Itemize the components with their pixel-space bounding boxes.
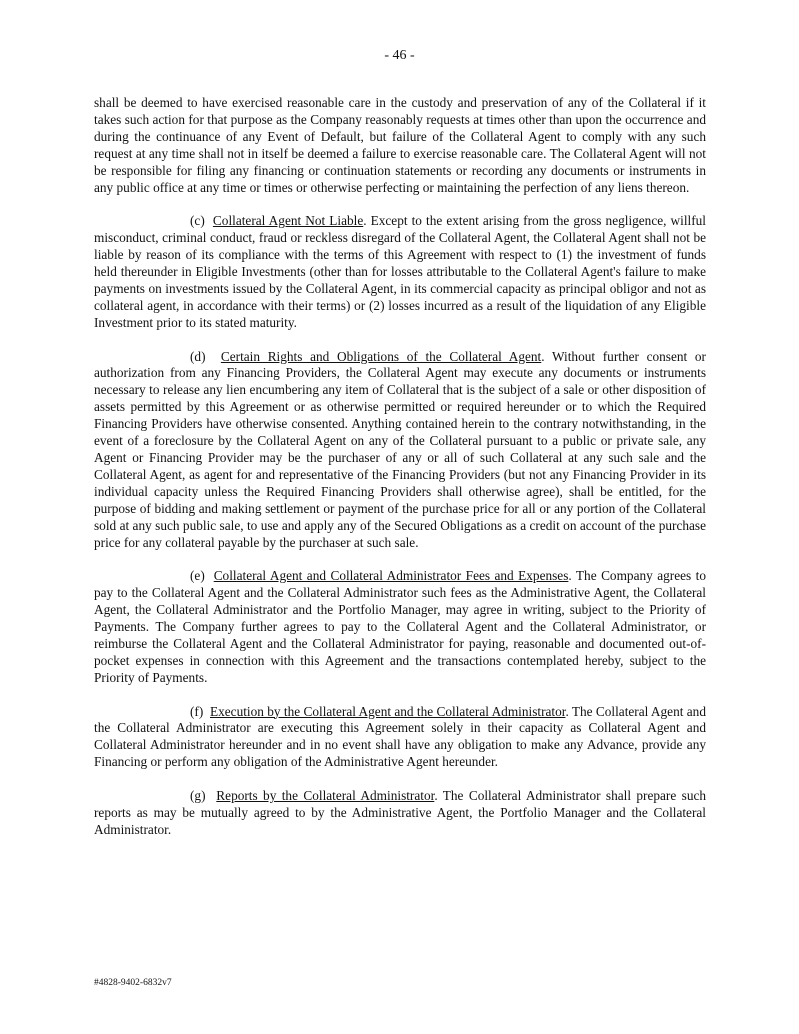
paragraph-label: (f) [190, 703, 204, 719]
paragraph-text: . Except to the extent arising from the gross negligence, willful misconduct, criminal conduct, fraud or reckless disregard of the Collateral Agent, the Collateral Agent shall not be liable by reason of its compliance with the terms of this Agreement with respect to (1) the investment of funds held thereunder in Eligible Investments (other than for losses attributable to the Collateral Agent's failure to make payments on investments issued by the Collateral Agent, in its commercial capacity as principal obligor and not as collateral agent, in accordance with their terms) or (2) losses incurred as a result of the liquidation of any Eligible Investment prior to its stated maturity. [94, 213, 706, 330]
section-heading: Certain Rights and Obligations of the Collateral Agent [220, 348, 542, 364]
section-heading: Collateral Agent and Collateral Administrator Fees and Expenses [213, 568, 569, 584]
document-body [94, 95, 706, 856]
paragraph-text: shall be deemed to have exercised reasonable care in the custody and preservation of any of the Collateral if it takes such action for that purpose as the Company reasonably requests at times other than upon the occurrence and during the continuance of any Event of Default, but failure of the Collateral Agent to comply with any such request at any time shall not in itself be deemed a failure to exercise reasonable care. The Collateral Agent will not be responsible for filing any financing or continuation statements or recording any documents or instruments in any public office at any time or times or otherwise perfecting or maintaining the perfection of any liens thereon. [94, 95, 706, 195]
section-heading: Collateral Agent Not Liable [212, 213, 364, 229]
paragraph-c [94, 213, 706, 331]
document-id-footer: #4828-9402-6832v7 [94, 978, 172, 988]
page-number: - 46 - [384, 48, 415, 63]
paragraph-text: . The Collateral Administrator shall prepare such reports as may be mutually agreed to by the Administrative Agent, the Portfolio Manager and the Collateral Administrator. [94, 788, 707, 837]
paragraph-e [94, 568, 706, 686]
paragraph-continuation [94, 95, 706, 196]
paragraph-label: (g) [190, 788, 206, 804]
paragraph-text: . The Collateral Agent and the Collateral Administrator are executing this Agreement solely in their capacity as Collateral Agent and Collateral Administrator hereunder and in no event shall have any obligation to make any Advance, provide any Financing or perform any obligation of the Administrative Agent hereunder. [94, 703, 706, 770]
paragraph-d [94, 349, 706, 552]
paragraph-label: (d) [190, 348, 206, 364]
paragraph-text: . The Company agrees to pay to the Collateral Agent and the Collateral Administrator such fees as the Administrative Agent, the Collateral Agent, the Collateral Administrator and the Portfolio Manager, may agree in writing, subject to the Priority of Payments. The Company further agrees to pay to the Collateral Agent and the Collateral Administrator, or reimburse the Collateral Agent and the Collateral Administrator for paying, reasonable and documented out-of-pocket expenses in connection with this Agreement and the transactions contemplated hereby, subject to the Priority of Payments. [94, 568, 706, 685]
section-heading: Execution by the Collateral Agent and the Collateral Administrator [210, 703, 566, 719]
paragraph-label: (c) [190, 213, 205, 229]
paragraph-f [94, 704, 706, 772]
paragraph-label: (e) [190, 568, 205, 584]
section-heading: Reports by the Collateral Administrator [216, 788, 435, 804]
paragraph-text: . Without further consent or authorization from any Financing Providers, the Collateral Agent may execute any documents or instruments necessary to release any lien encumbering any item of Collateral that is the subject of a sale or other disposition of assets permitted by this Agreement or as otherwise permitted or required hereunder or to which the Required Financing Providers have otherwise consented. Anything contained herein to the contrary notwithstanding, in the event of a foreclosure by the Collateral Agent on any of the Collateral pursuant to a public or private sale, any Agent or Financing Provider may be the purchaser of any or all of such Collateral at any such sale and the Collateral Agent, as agent for and representative of the Financing Providers (but not any Financing Provider in its individual capacity unless the Required Financing Providers shall otherwise agree), shall be entitled, for the purpose of bidding and making settlement or payment of the purchase price for all or any portion of the Collateral sold at any such public sale, to use and apply any of the Secured Obligations as a credit on account of the purchase price for any collateral payable by the purchaser at such sale. [94, 348, 706, 550]
paragraph-g [94, 788, 706, 839]
